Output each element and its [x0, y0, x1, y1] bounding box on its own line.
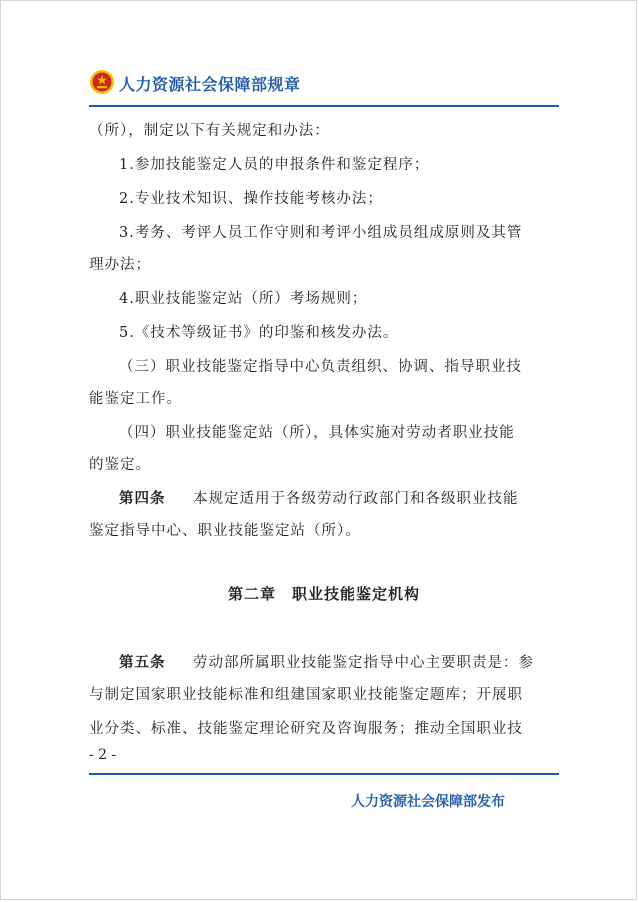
paragraph-line: 与制定国家职业技能标准和组建国家职业技能鉴定题库；开展职 [89, 687, 523, 703]
paragraph-line: （所），制定以下有关规定和办法： [89, 123, 330, 139]
paragraph-line: 本规定适用于各级劳动行政部门和各级职业技能 [193, 491, 519, 507]
paragraph-line: （四）职业技能鉴定站（所），具体实施对劳动者职业技能 [119, 425, 515, 441]
paragraph-line: 业分类、标准、技能鉴定理论研究及咨询服务；推动全国职业技 [89, 721, 523, 737]
paragraph-line: 1.参加技能鉴定人员的申报条件和鉴定程序； [119, 157, 430, 173]
paragraph-line: 劳动部所属职业技能鉴定指导中心主要职责是：参 [193, 655, 534, 671]
paragraph-line: 理办法； [89, 257, 151, 273]
page-header [89, 67, 559, 107]
article-label: 第五条 [119, 655, 166, 671]
paragraph-line: 4.职业技能鉴定站（所）考场规则； [119, 291, 368, 307]
paragraph-line: 能鉴定工作。 [89, 391, 182, 407]
paragraph-line: 2.专业技术知识、操作技能考核办法； [119, 191, 383, 207]
national-emblem-icon [89, 69, 115, 95]
header-title: 人力资源社会保障部规章 [119, 75, 301, 94]
chapter-heading: 第二章 职业技能鉴定机构 [227, 585, 420, 603]
header-divider [89, 105, 559, 107]
paragraph-line: （三）职业技能鉴定指导中心负责组织、协调、指导职业技 [119, 359, 522, 375]
paragraph-line: 的鉴定。 [89, 457, 151, 473]
paragraph-line: 3.考务、考评人员工作守则和考评小组成员组成原则及其管 [119, 225, 523, 241]
article-label: 第四条 [119, 491, 166, 507]
paragraph-line: 鉴定指导中心、职业技能鉴定站（所）。 [89, 523, 361, 539]
paragraph-line: 5.《技术等级证书》的印鉴和核发办法。 [119, 325, 399, 341]
footer-divider [89, 773, 559, 775]
footer-publisher: 人力资源社会保障部发布 [351, 794, 505, 810]
page-number: - 2 - [89, 747, 117, 763]
